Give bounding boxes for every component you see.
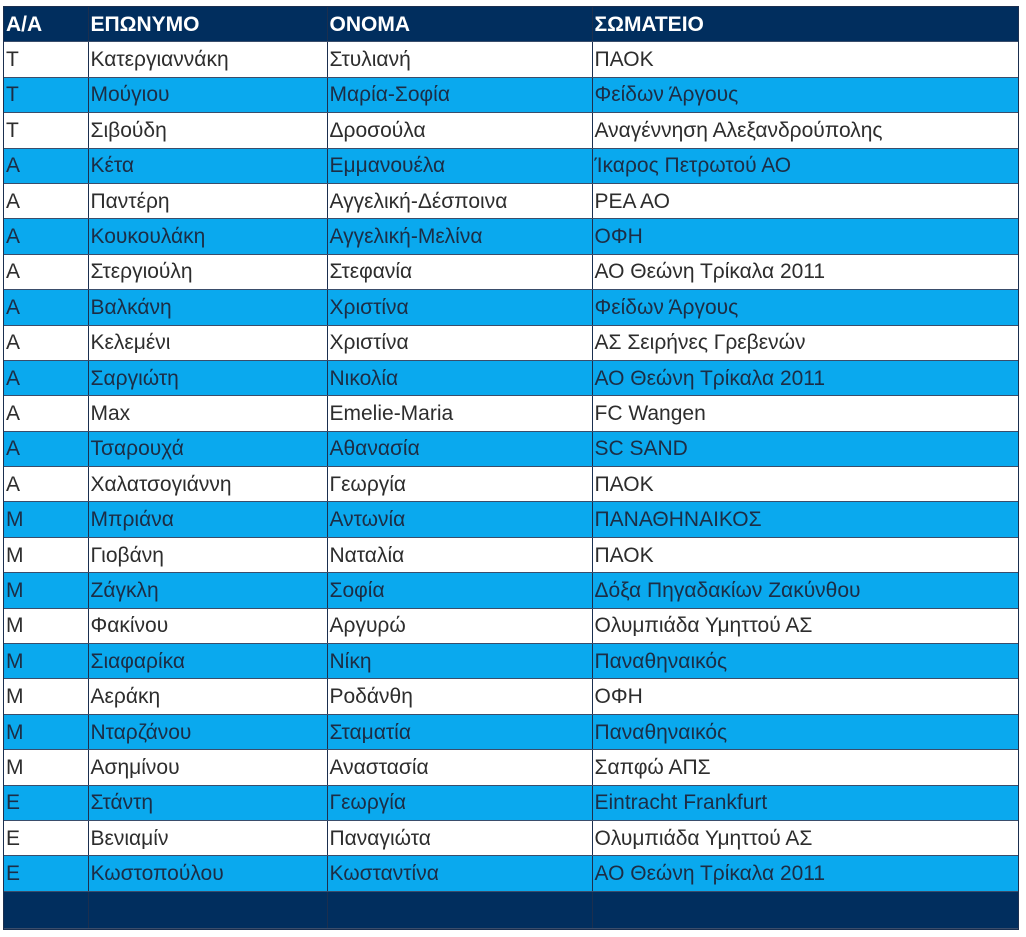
cell-first-name: Δροσούλα bbox=[327, 113, 592, 148]
cell-position: Μ bbox=[4, 608, 88, 643]
cell-club: ΠΑΝΑΘΗΝΑΙΚΟΣ bbox=[592, 502, 1018, 537]
cell-club: ΠΑΟΚ bbox=[592, 467, 1018, 502]
cell-position: Μ bbox=[4, 502, 88, 537]
table-row bbox=[4, 467, 1018, 502]
footer-cell bbox=[592, 891, 1018, 928]
cell-position: Α bbox=[4, 467, 88, 502]
table-row bbox=[4, 856, 1018, 891]
table-row bbox=[4, 77, 1018, 112]
cell-surname: Φακίνου bbox=[88, 608, 327, 643]
cell-club: ΑΣ Σειρήνες Γρεβενών bbox=[592, 325, 1018, 360]
cell-surname: Κατεργιαννάκη bbox=[88, 42, 327, 77]
cell-first-name: Στυλιανή bbox=[327, 42, 592, 77]
table-row bbox=[4, 820, 1018, 855]
roster-table-container bbox=[3, 6, 1019, 930]
roster-table bbox=[4, 7, 1018, 929]
table-row bbox=[4, 750, 1018, 785]
table-row bbox=[4, 785, 1018, 820]
cell-club: ΡΕΑ ΑΟ bbox=[592, 183, 1018, 218]
cell-first-name: Αργυρώ bbox=[327, 608, 592, 643]
cell-first-name: Παναγιώτα bbox=[327, 820, 592, 855]
cell-club: ΠΑΟΚ bbox=[592, 42, 1018, 77]
cell-surname: Στεργιούλη bbox=[88, 254, 327, 289]
header-position: Α/Α bbox=[4, 7, 88, 42]
cell-surname: Στάντη bbox=[88, 785, 327, 820]
table-row bbox=[4, 290, 1018, 325]
cell-first-name: Εμμανουέλα bbox=[327, 148, 592, 183]
cell-surname: Κέτα bbox=[88, 148, 327, 183]
cell-surname: Παντέρη bbox=[88, 183, 327, 218]
cell-first-name: Αντωνία bbox=[327, 502, 592, 537]
table-row bbox=[4, 360, 1018, 395]
cell-first-name: Αναστασία bbox=[327, 750, 592, 785]
footer-cell bbox=[88, 891, 327, 928]
cell-position: Α bbox=[4, 396, 88, 431]
cell-surname: Βαλκάνη bbox=[88, 290, 327, 325]
cell-position: Α bbox=[4, 431, 88, 466]
cell-club: ΟΦΗ bbox=[592, 219, 1018, 254]
cell-position: Ε bbox=[4, 820, 88, 855]
cell-surname: Ασημίνου bbox=[88, 750, 327, 785]
table-footer-row bbox=[4, 891, 1018, 928]
cell-club: ΑΟ Θεώνη Τρίκαλα 2011 bbox=[592, 856, 1018, 891]
header-first-name: ΟΝΟΜΑ bbox=[327, 7, 592, 42]
table-row bbox=[4, 431, 1018, 466]
cell-club: ΑΟ Θεώνη Τρίκαλα 2011 bbox=[592, 360, 1018, 395]
table-row bbox=[4, 396, 1018, 431]
table-row bbox=[4, 148, 1018, 183]
table-header-row bbox=[4, 7, 1018, 42]
cell-club: Φείδων Άργους bbox=[592, 290, 1018, 325]
table-row bbox=[4, 42, 1018, 77]
cell-position: Α bbox=[4, 219, 88, 254]
table-row bbox=[4, 502, 1018, 537]
cell-position: Α bbox=[4, 254, 88, 289]
cell-first-name: Νικολία bbox=[327, 360, 592, 395]
table-body bbox=[4, 42, 1018, 928]
cell-surname: Κωστοπούλου bbox=[88, 856, 327, 891]
header-surname: ΕΠΩΝΥΜΟ bbox=[88, 7, 327, 42]
cell-first-name: Χριστίνα bbox=[327, 290, 592, 325]
cell-club: Ίκαρος Πετρωτού ΑΟ bbox=[592, 148, 1018, 183]
cell-club: Ολυμπιάδα Υμηττού ΑΣ bbox=[592, 608, 1018, 643]
cell-first-name: Μαρία-Σοφία bbox=[327, 77, 592, 112]
cell-first-name: Αγγελική-Δέσποινα bbox=[327, 183, 592, 218]
cell-position: Α bbox=[4, 148, 88, 183]
cell-position: Μ bbox=[4, 537, 88, 572]
table-row bbox=[4, 573, 1018, 608]
cell-position: Μ bbox=[4, 644, 88, 679]
cell-club: FC Wangen bbox=[592, 396, 1018, 431]
cell-surname: Γιοβάνη bbox=[88, 537, 327, 572]
cell-position: Α bbox=[4, 360, 88, 395]
cell-position: Τ bbox=[4, 77, 88, 112]
cell-first-name: Νίκη bbox=[327, 644, 592, 679]
table-row bbox=[4, 254, 1018, 289]
cell-position: Ε bbox=[4, 785, 88, 820]
cell-position: Ε bbox=[4, 856, 88, 891]
table-row bbox=[4, 537, 1018, 572]
cell-position: Τ bbox=[4, 113, 88, 148]
cell-first-name: Αθανασία bbox=[327, 431, 592, 466]
cell-club: Σαπφώ ΑΠΣ bbox=[592, 750, 1018, 785]
cell-club: Δόξα Πηγαδακίων Ζακύνθου bbox=[592, 573, 1018, 608]
cell-surname: Χαλατσογιάννη bbox=[88, 467, 327, 502]
cell-club: Eintracht Frankfurt bbox=[592, 785, 1018, 820]
cell-first-name: Emelie-Maria bbox=[327, 396, 592, 431]
cell-club: Αναγέννηση Αλεξανδρούπολης bbox=[592, 113, 1018, 148]
cell-first-name: Γεωργία bbox=[327, 785, 592, 820]
table-row bbox=[4, 679, 1018, 714]
cell-position: Μ bbox=[4, 679, 88, 714]
cell-surname: Μούγιου bbox=[88, 77, 327, 112]
cell-surname: Νταρζάνου bbox=[88, 714, 327, 749]
cell-club: ΑΟ Θεώνη Τρίκαλα 2011 bbox=[592, 254, 1018, 289]
cell-position: Μ bbox=[4, 573, 88, 608]
cell-surname: Βενιαμίν bbox=[88, 820, 327, 855]
cell-surname: Μπριάνα bbox=[88, 502, 327, 537]
cell-surname: Ζάγκλη bbox=[88, 573, 327, 608]
table-row bbox=[4, 219, 1018, 254]
table-row bbox=[4, 183, 1018, 218]
cell-club: ΠΑΟΚ bbox=[592, 537, 1018, 572]
cell-surname: Αεράκη bbox=[88, 679, 327, 714]
cell-first-name: Κωσταντίνα bbox=[327, 856, 592, 891]
cell-club: Παναθηναικός bbox=[592, 644, 1018, 679]
table-row bbox=[4, 608, 1018, 643]
cell-first-name: Χριστίνα bbox=[327, 325, 592, 360]
cell-first-name: Αγγελική-Μελίνα bbox=[327, 219, 592, 254]
cell-position: Μ bbox=[4, 714, 88, 749]
cell-club: Ολυμπιάδα Υμηττού ΑΣ bbox=[592, 820, 1018, 855]
table-row bbox=[4, 113, 1018, 148]
cell-first-name: Στεφανία bbox=[327, 254, 592, 289]
cell-first-name: Ναταλία bbox=[327, 537, 592, 572]
table-row bbox=[4, 714, 1018, 749]
cell-surname: Τσαρουχά bbox=[88, 431, 327, 466]
cell-surname: Κελεμένι bbox=[88, 325, 327, 360]
cell-first-name: Σταματία bbox=[327, 714, 592, 749]
cell-first-name: Γεωργία bbox=[327, 467, 592, 502]
cell-position: Α bbox=[4, 325, 88, 360]
cell-club: ΟΦΗ bbox=[592, 679, 1018, 714]
table-row bbox=[4, 644, 1018, 679]
cell-surname: Σαργιώτη bbox=[88, 360, 327, 395]
cell-surname: Max bbox=[88, 396, 327, 431]
cell-position: Α bbox=[4, 290, 88, 325]
header-club: ΣΩΜΑΤΕΙΟ bbox=[592, 7, 1018, 42]
footer-cell bbox=[327, 891, 592, 928]
cell-position: Α bbox=[4, 183, 88, 218]
cell-position: Τ bbox=[4, 42, 88, 77]
table-row bbox=[4, 325, 1018, 360]
cell-first-name: Ροδάνθη bbox=[327, 679, 592, 714]
cell-surname: Κουκουλάκη bbox=[88, 219, 327, 254]
cell-club: Φείδων Άργους bbox=[592, 77, 1018, 112]
cell-first-name: Σοφία bbox=[327, 573, 592, 608]
footer-cell bbox=[4, 891, 88, 928]
cell-club: Παναθηναικός bbox=[592, 714, 1018, 749]
cell-club: SC SAND bbox=[592, 431, 1018, 466]
cell-position: Μ bbox=[4, 750, 88, 785]
cell-surname: Σιβούδη bbox=[88, 113, 327, 148]
cell-surname: Σιαφαρίκα bbox=[88, 644, 327, 679]
